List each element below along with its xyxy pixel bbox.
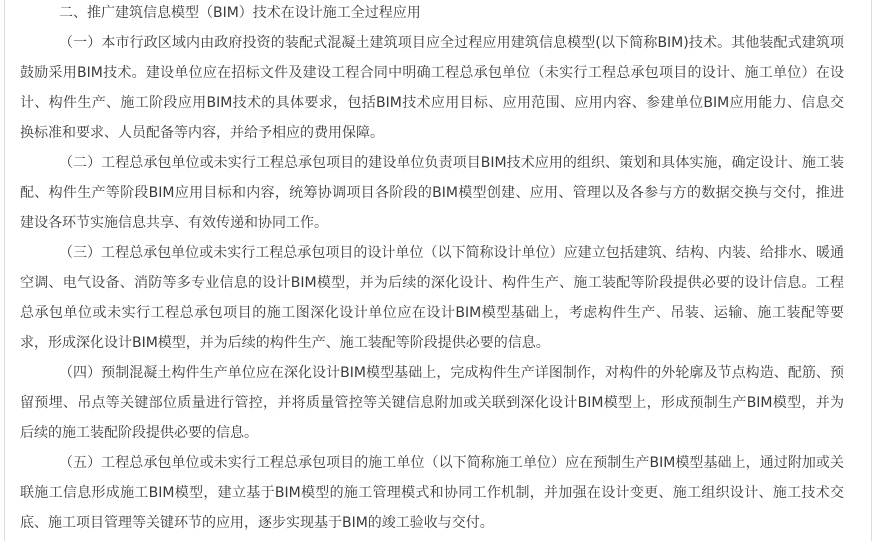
paragraph-line: （三）工程总承包单位或未实行工程总承包项目的设计单位（以下简称设计单位）应建立包括建筑、结构、内装、给排水、暖通 [59,245,844,261]
paragraph-line: 底、施工项目管理等关键环节的应用，逐步实现基于BIM的竣工验收与交付。 [20,515,494,531]
paragraph-line: 留预埋、吊点等关键部位质量进行管控，并将质量管控等关键信息附加或关联到深化设计BIM模型上，形成预制生产BIM模型，并为 [20,395,844,411]
document-body [20,0,844,538]
paragraph-2 [20,148,844,238]
paragraph-5 [20,448,844,538]
page-left-border [4,0,5,541]
paragraph-line: 后续的施工装配阶段提供必要的信息。 [20,425,258,441]
paragraph-line: （二）工程总承包单位或未实行工程总承包项目的建设单位负责项目BIM技术应用的组织、策划和具体实施，确定设计、施工装 [59,155,844,171]
paragraph-4 [20,358,844,448]
paragraph-line: （四）预制混凝土构件生产单位应在深化设计BIM模型基础上，完成构件生产详图制作，对构件的外轮廓及节点构造、配筋、预 [59,365,844,381]
section-heading: 二、推广建筑信息模型（BIM）技术在设计施工全过程应用 [59,5,421,21]
paragraph-line: 配、构件生产等阶段BIM应用目标和内容，统筹协调项目各阶段的BIM模型创建、应用、管理以及各参与方的数据交换与交付，推进 [20,185,844,201]
paragraph-line: 建设各环节实施信息共享、有效传递和协同工作。 [20,215,328,231]
paragraph-line: 联施工信息形成施工BIM模型，建立基于BIM模型的施工管理模式和协同工作机制，并加强在设计变更、施工组织设计、施工技术交 [20,485,844,501]
paragraph-line: 求，形成深化设计BIM模型，并为后续的构件生产、施工装配等阶段提供必要的信息。 [20,335,550,351]
paragraph-line: 空调、电气设备、消防等多专业信息的设计BIM模型，并为后续的深化设计、构件生产、施工装配等阶段提供必要的设计信息。工程 [20,275,844,291]
paragraph-line: （五）工程总承包单位或未实行工程总承包项目的施工单位（以下简称施工单位）应在预制生产BIM模型基础上，通过附加或关 [59,455,844,471]
paragraph-line: 换标准和要求、人员配备等内容，并给予相应的费用保障。 [20,125,384,141]
paragraph-1 [20,28,844,148]
paragraph-line: 总承包单位或未实行工程总承包项目的施工图深化设计单位应在设计BIM模型基础上，考虑构件生产、吊装、运输、施工装配等要 [20,305,844,321]
paragraph-line: （一）本市行政区域内由政府投资的装配式混凝土建筑项目应全过程应用建筑信息模型(以下简称BIM)技术。其他装配式建筑项 [59,35,844,51]
paragraph-line: 计、构件生产、施工阶段应用BIM技术的具体要求，包括BIM技术应用目标、应用范围、应用内容、参建单位BIM应用能力、信息交 [20,95,844,111]
paragraph-3 [20,238,844,358]
paragraph-line: 鼓励采用BIM技术。建设单位应在招标文件及建设工程合同中明确工程总承包单位（未实行工程总承包项目的设计、施工单位）在设 [20,65,844,81]
page-right-border [871,0,872,541]
